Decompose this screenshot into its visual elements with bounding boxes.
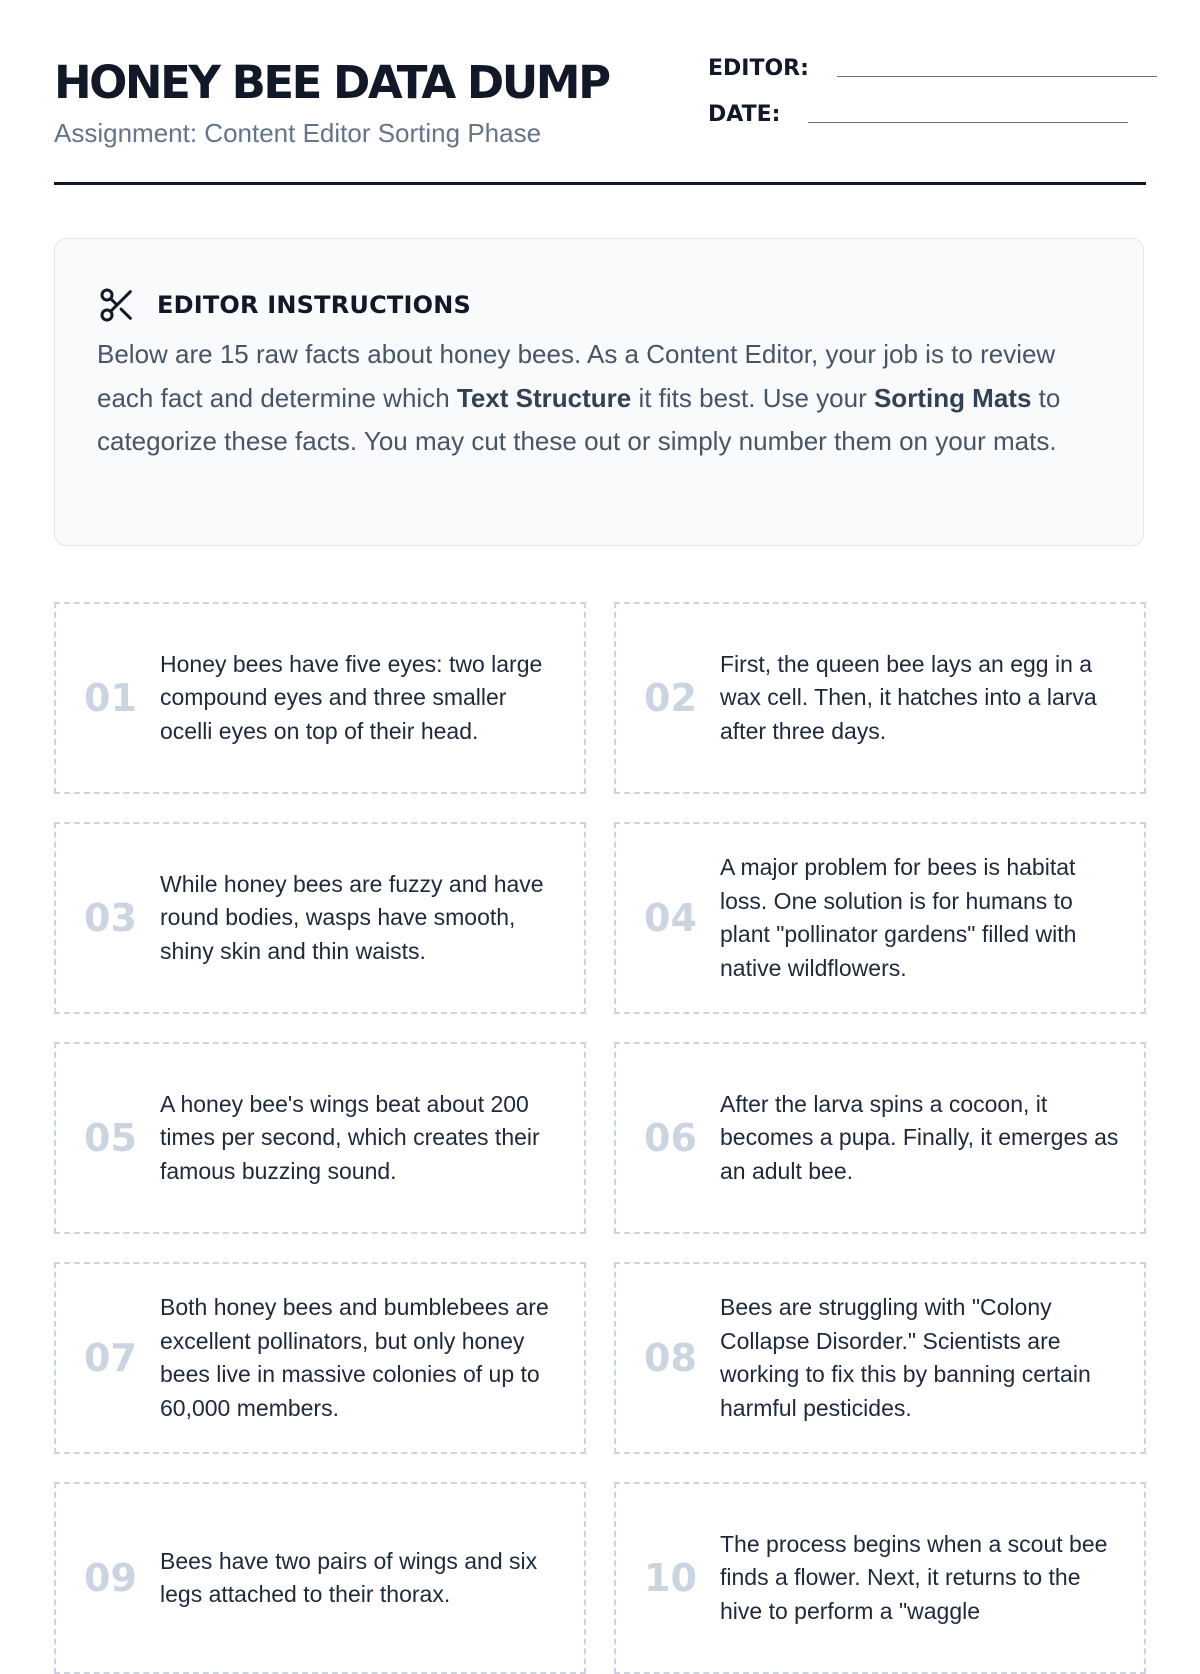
- fact-number: 10: [644, 1556, 697, 1600]
- scissors-icon: [97, 285, 137, 325]
- fact-number: 03: [84, 896, 137, 940]
- worksheet-page: [54, 0, 1146, 1624]
- fact-card: [54, 1262, 586, 1454]
- fact-card: [54, 822, 586, 1014]
- fact-card: [614, 1482, 1146, 1674]
- editor-line: [837, 76, 1157, 77]
- fact-number: 04: [644, 896, 697, 940]
- editor-field: [708, 56, 1157, 81]
- fact-card: [54, 1042, 586, 1234]
- term-text-structure: Text Structure: [456, 382, 632, 413]
- date-line: [808, 122, 1128, 123]
- instructions-panel: [54, 238, 1144, 546]
- fact-text: First, the queen bee lays an egg in a wax cell. Then, it hatches into a larva after three days.: [720, 650, 1097, 744]
- fact-number: 06: [644, 1116, 697, 1160]
- fact-text: Honey bees have five eyes: two large compound eyes and three smaller ocelli eyes on top of their head.: [160, 650, 543, 744]
- fact-number: 08: [644, 1336, 697, 1380]
- fact-card: [614, 822, 1146, 1014]
- fact-card: [54, 602, 586, 794]
- fact-text: Bees have two pairs of wings and six legs attached to their thorax.: [160, 1547, 538, 1607]
- fact-card: [614, 1042, 1146, 1234]
- fact-number: 05: [84, 1116, 137, 1160]
- fact-text: A major problem for bees is habitat loss. One solution is for humans to plant "pollinator gardens" filled with native wildflowers.: [720, 854, 1077, 981]
- page-subtitle: Assignment: Content Editor Sorting Phase: [54, 118, 542, 148]
- fact-text: A honey bee's wings beat about 200 times per second, which creates their famous buzzing sound.: [160, 1090, 540, 1184]
- date-field: [708, 102, 1128, 127]
- instructions-title: EDITOR INSTRUCTIONS: [157, 291, 471, 319]
- instructions-text: [97, 333, 1107, 464]
- fact-number: 09: [84, 1556, 137, 1600]
- instructions-heading: [97, 285, 471, 325]
- term-sorting-mats: Sorting Mats: [873, 382, 1032, 413]
- fact-card: [614, 602, 1146, 794]
- fact-text: After the larva spins a cocoon, it becomes a pupa. Finally, it emerges as an adult bee.: [720, 1090, 1119, 1184]
- fact-number: 02: [644, 676, 697, 720]
- fact-text: While honey bees are fuzzy and have round bodies, wasps have smooth, shiny skin and thin waists.: [160, 870, 544, 964]
- fact-text: The process begins when a scout bee finds a flower. Next, it returns to the hive to perform a "waggle: [720, 1530, 1108, 1624]
- instructions-text-part: it fits best. Use your: [631, 382, 874, 413]
- editor-label: EDITOR:: [708, 56, 809, 81]
- fact-number: 07: [84, 1336, 137, 1380]
- fact-number: 01: [84, 676, 137, 720]
- instructions-text-part: Below are 15 raw facts about honey bees. As a Content Editor, your job is to review each fact and determine which: [97, 339, 1056, 413]
- fact-text: Bees are struggling with "Colony Collapse Disorder." Scientists are working to fix this by banning certain harmful pesticides.: [720, 1294, 1091, 1421]
- page-title: HONEY BEE DATA DUMP: [54, 56, 609, 109]
- fact-text: Both honey bees and bumblebees are excellent pollinators, but only honey bees live in massive colonies of up to 60,000 members.: [160, 1294, 549, 1421]
- header: [54, 52, 1146, 185]
- instructions-text-part: to categorize these facts. You may cut these out or simply number them on your mats.: [97, 382, 1061, 456]
- fact-card: [54, 1482, 586, 1674]
- date-label: DATE:: [708, 102, 781, 127]
- fact-card: [614, 1262, 1146, 1454]
